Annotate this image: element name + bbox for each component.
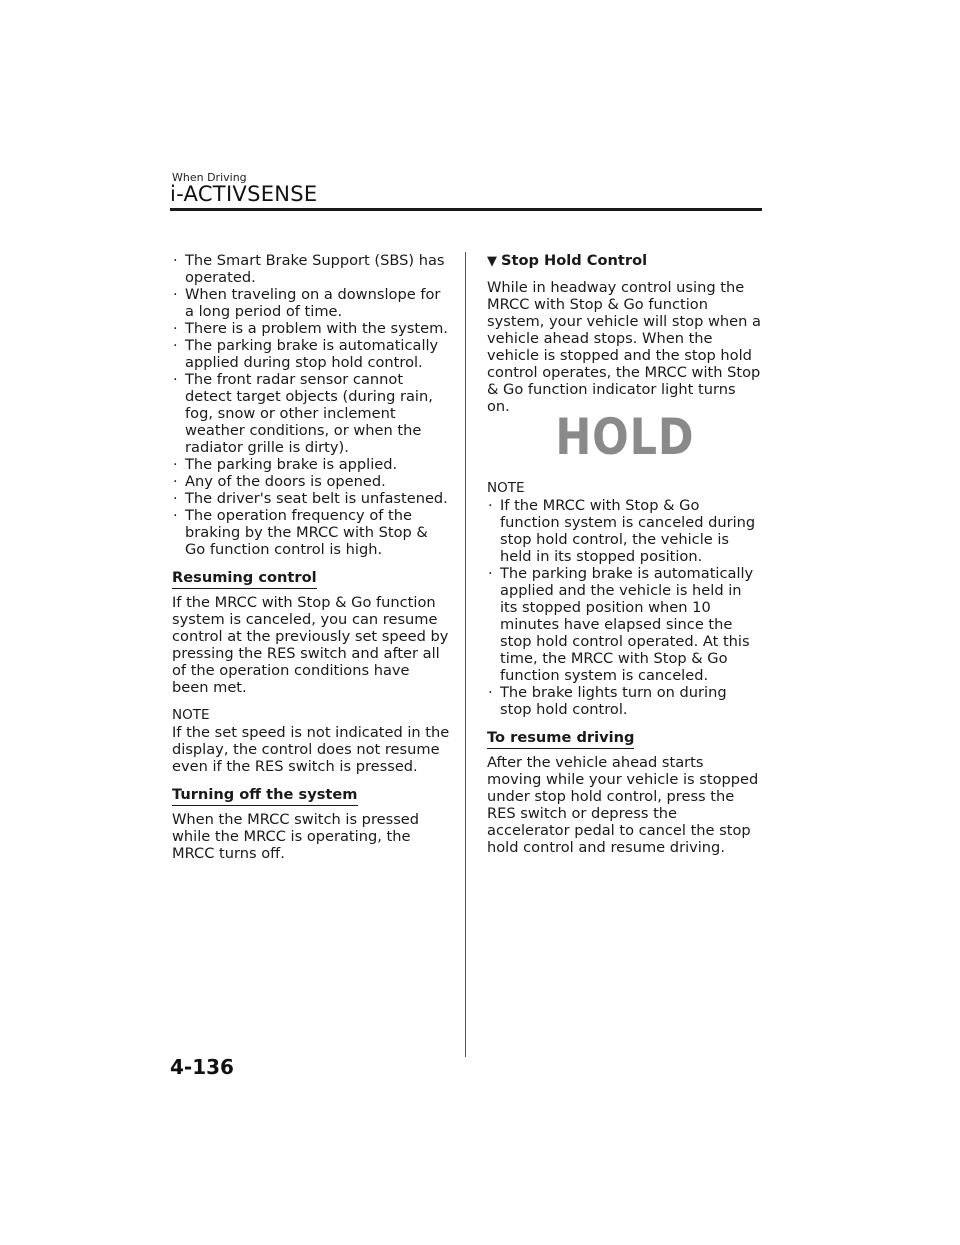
resume-driving-heading: To resume driving (487, 729, 634, 749)
list-item: · The parking brake is automatically applied and the vehicle is held in its stopped position when 10 minutes have elapsed since the stop hold control operated. At this time, the MRCC with Stop & Go function system is canceled. (487, 565, 762, 684)
note-label: NOTE (487, 480, 525, 496)
list-item: · If the MRCC with Stop & Go function system is canceled during stop hold control, the vehicle is held in its stopped position. (487, 497, 762, 565)
right-column (487, 252, 762, 856)
list-item: · There is a problem with the system. (172, 320, 450, 337)
cancel-conditions-list (172, 252, 450, 558)
section-heading (487, 252, 762, 270)
resuming-control-text: If the MRCC with Stop & Go function system is canceled, you can resume control at the previously set speed by pressing the RES switch and after all of the operation conditions have been met. (172, 594, 449, 696)
column-divider (465, 252, 466, 1057)
list-item: · Any of the doors is opened. (172, 473, 450, 490)
section-heading-text: Stop Hold Control (501, 252, 648, 269)
turning-off-heading: Turning off the system (172, 786, 358, 806)
note-text: If the set speed is not indicated in the display, the control does not resume even if the RES switch is pressed. (172, 724, 450, 775)
section-label: When Driving (172, 171, 247, 184)
list-item: · The brake lights turn on during stop hold control. (487, 684, 762, 718)
hold-indicator (487, 408, 762, 466)
list-item: · The Smart Brake Support (SBS) has operated. (172, 252, 450, 286)
left-column (172, 252, 450, 862)
note-label: NOTE (172, 707, 210, 723)
list-item: · When traveling on a downslope for a long period of time. (172, 286, 450, 320)
list-item: · The driver's seat belt is unfastened. (172, 490, 450, 507)
list-item: · The operation frequency of the braking by the MRCC with Stop & Go function control is high. (172, 507, 450, 558)
stop-hold-intro-text: While in headway control using the MRCC with Stop & Go function system, your vehicle will stop when a vehicle ahead stops. When the vehicle is stopped and the stop hold control operates, the MRCC with Stop & Go function indicator light turns on. (487, 279, 761, 415)
list-item: · The front radar sensor cannot detect target objects (during rain, fog, snow or other inclement weather conditions, or when the radiator grille is dirty). (172, 371, 450, 456)
list-item: · The parking brake is applied. (172, 456, 450, 473)
header-rule (170, 208, 762, 211)
chapter-title: i-ACTIVSENSE (170, 182, 318, 206)
turning-off-text: When the MRCC switch is pressed while the MRCC is operating, the MRCC turns off. (172, 811, 420, 862)
note-list (487, 497, 762, 718)
resuming-control-heading: Resuming control (172, 569, 317, 589)
resume-driving-text: After the vehicle ahead starts moving while your vehicle is stopped under stop hold control, press the RES switch or depress the accelerator pedal to cancel the stop hold control and resume driving. (487, 754, 759, 856)
list-item: · The parking brake is automatically applied during stop hold control. (172, 337, 450, 371)
hold-indicator-icon: HOLD (554, 408, 695, 466)
triangle-down-icon: ▼ (487, 254, 497, 269)
page-number: 4-136 (170, 1055, 234, 1079)
